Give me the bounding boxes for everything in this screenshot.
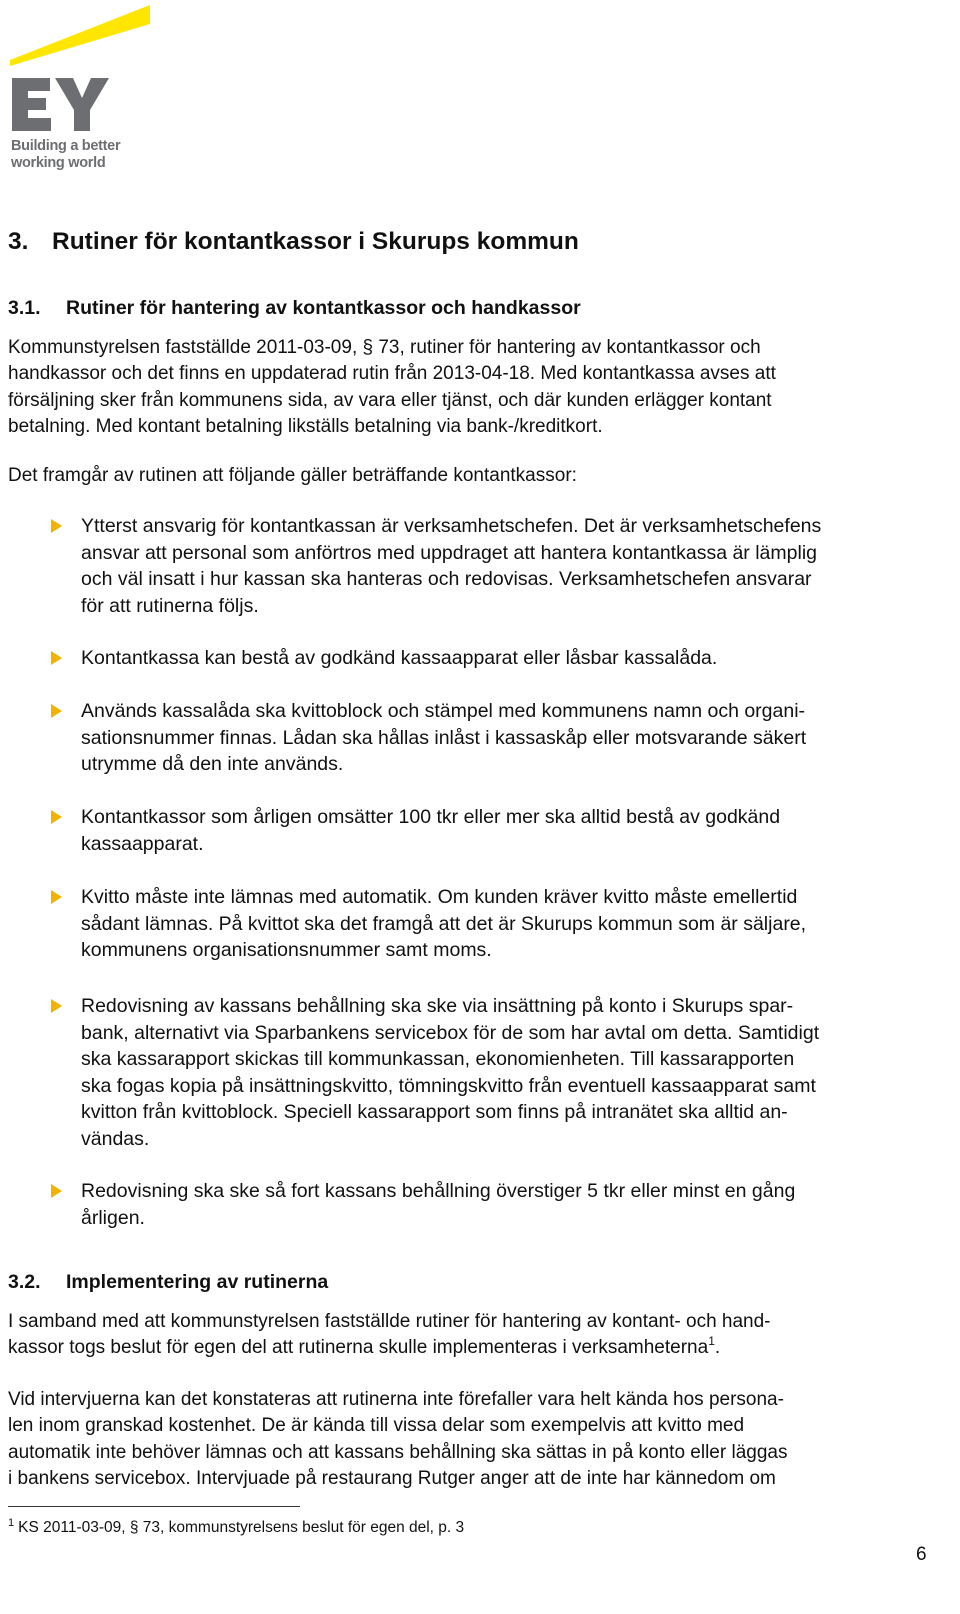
bullet-line: utrymme då den inte används. bbox=[81, 753, 344, 775]
footnote-marker: 1 bbox=[8, 1517, 15, 1529]
bullet-line: kassaapparat. bbox=[81, 832, 204, 855]
bullet-triangle-icon bbox=[51, 1184, 62, 1198]
bullet-line: bank, alternativt via Sparbankens servicebox för de som har avtal om detta. Samtidigt bbox=[81, 1021, 820, 1044]
section-3-2-paragraph-1 bbox=[8, 1309, 953, 1363]
logo-tagline-line-2: working world bbox=[11, 155, 106, 171]
footnote-separator bbox=[8, 1506, 300, 1507]
bullet-line: årligen. bbox=[81, 1206, 145, 1229]
footnote bbox=[8, 1519, 464, 1537]
bullet-triangle-icon bbox=[51, 704, 62, 718]
paragraph-line: I samband med att kommunstyrelsen fastställde rutiner för hantering av kontant- och hand- bbox=[8, 1311, 771, 1332]
ey-logo-mark bbox=[10, 4, 160, 134]
paragraph-line: i bankens servicebox. Intervjuade på restaurang Rutger anger att de inte har kännedom om bbox=[8, 1468, 776, 1490]
section-title: Rutiner för hantering av kontantkassor och handkassor bbox=[66, 297, 581, 319]
paragraph-line: Det framgår av rutinen att följande gäller beträffande kontantkassor: bbox=[8, 465, 577, 486]
bullet-line: och väl insatt i hur kassan ska hanteras och redovisas. Verksamhetschefen ansvarar bbox=[81, 568, 812, 590]
bullet-line: Redovisning ska ske så fort kassans behållning överstiger 5 tkr eller minst en gång bbox=[81, 1180, 796, 1202]
bullet-line: ska fogas kopia på insättningskvitto, tömningskvitto från eventuell kassaapparat samt bbox=[81, 1074, 816, 1097]
chapter-heading bbox=[8, 228, 579, 256]
logo-letter-e bbox=[12, 78, 51, 131]
paragraph-line: betalning. Med kontant betalning likställs betalning via bank-/kreditkort. bbox=[8, 416, 603, 438]
section-title: Implementering av rutinerna bbox=[66, 1271, 329, 1293]
logo-beam bbox=[10, 5, 150, 66]
bullet-line: Redovisning av kassans behållning ska ske via insättning på konto i Skurups spar- bbox=[81, 995, 794, 1017]
bullet-line: sådant lämnas. På kvittot ska det framgå att det är Skurups kommun som är säljare, bbox=[81, 912, 807, 935]
page-number: 6 bbox=[916, 1544, 927, 1565]
chapter-title: Rutiner för kontantkassor i Skurups kommun bbox=[52, 228, 579, 255]
bullet-triangle-icon bbox=[51, 810, 62, 824]
section-3-1-paragraph-1 bbox=[8, 335, 953, 441]
bullet-triangle-icon bbox=[51, 519, 62, 533]
bullet-triangle-icon bbox=[51, 999, 62, 1013]
paragraph-text: kassor togs beslut för egen del att rutinerna skulle implementeras i verksamheterna bbox=[8, 1337, 709, 1359]
section-3-2-heading bbox=[8, 1271, 328, 1294]
footnote-text: KS 2011-03-09, § 73, kommunstyrelsens beslut för egen del, p. 3 bbox=[18, 1519, 465, 1536]
section-3-1-paragraph-2 bbox=[8, 463, 953, 489]
paragraph-end: . bbox=[714, 1337, 721, 1359]
section-3-1-heading bbox=[8, 297, 581, 320]
bullet-line: ska kassarapport skickas till kommunkassan, ekonomienheten. Till kassarapporten bbox=[81, 1048, 795, 1070]
footnote-reference[interactable]: 1 bbox=[708, 1334, 715, 1349]
bullet-line: vändas. bbox=[81, 1127, 150, 1150]
paragraph-line: försäljning sker från kommunens sida, av vara eller tjänst, och där kunden erlägger kontant bbox=[8, 389, 772, 411]
bullet-triangle-icon bbox=[51, 651, 62, 665]
section-number: 3.1. bbox=[8, 297, 41, 319]
section-number: 3.2. bbox=[8, 1271, 41, 1293]
ey-logo bbox=[10, 4, 160, 174]
bullet-line: kvitton från kvittoblock. Speciell kassarapport som finns på intranätet ska alltid an- bbox=[81, 1101, 788, 1123]
bullet-line: Kontantkassor som årligen omsätter 100 tkr eller mer ska alltid bestå av godkänd bbox=[81, 806, 781, 828]
bullet-line: ansvar att personal som anförtros med uppdraget att hantera kontantkassa är lämplig bbox=[81, 541, 817, 564]
logo-letter-y bbox=[55, 78, 109, 131]
paragraph-line: Kommunstyrelsen fastställde 2011-03-09, § 73, rutiner för hantering av kontantkassor och bbox=[8, 337, 761, 358]
paragraph-line: handkassor och det finns en uppdaterad rutin från 2013-04-18. Med kontantkassa avses att bbox=[8, 363, 776, 385]
chapter-number: 3. bbox=[8, 228, 29, 255]
logo-tagline-line-1: Building a better bbox=[11, 138, 121, 154]
paragraph-line: automatik inte behöver lämnas och att kassans behållning ska sättas in på konto eller läggas bbox=[8, 1441, 788, 1463]
bullet-line: Används kassalåda ska kvittoblock och stämpel med kommunens namn och organi- bbox=[81, 700, 806, 722]
section-3-2-paragraph-2 bbox=[8, 1387, 953, 1493]
logo-tagline bbox=[11, 138, 151, 172]
bullet-line: för att rutinerna följs. bbox=[81, 594, 259, 617]
paragraph-line: len inom granskad kostenhet. De är kända till vissa delar som exempelvis att kvitto med bbox=[8, 1415, 745, 1437]
paragraph-line-with-footnote bbox=[8, 1335, 953, 1362]
bullet-line: Ytterst ansvarig för kontantkassan är verksamhetschefen. Det är verksamhetschefens bbox=[81, 515, 822, 537]
bullet-line: Kvitto måste inte lämnas med automatik. Om kunden kräver kvitto måste emellertid bbox=[81, 886, 798, 908]
bullet-line: Kontantkassa kan bestå av godkänd kassaapparat eller låsbar kassalåda. bbox=[81, 647, 718, 669]
bullet-line: kommunens organisationsnummer samt moms. bbox=[81, 939, 492, 961]
bullet-triangle-icon bbox=[51, 890, 62, 904]
paragraph-line: Vid intervjuerna kan det konstateras att rutinerna inte förefaller vara helt kända hos persona- bbox=[8, 1389, 784, 1410]
bullet-line: sationsnummer finnas. Lådan ska hållas inlåst i kassaskåp eller motsvarande säkert bbox=[81, 726, 807, 749]
